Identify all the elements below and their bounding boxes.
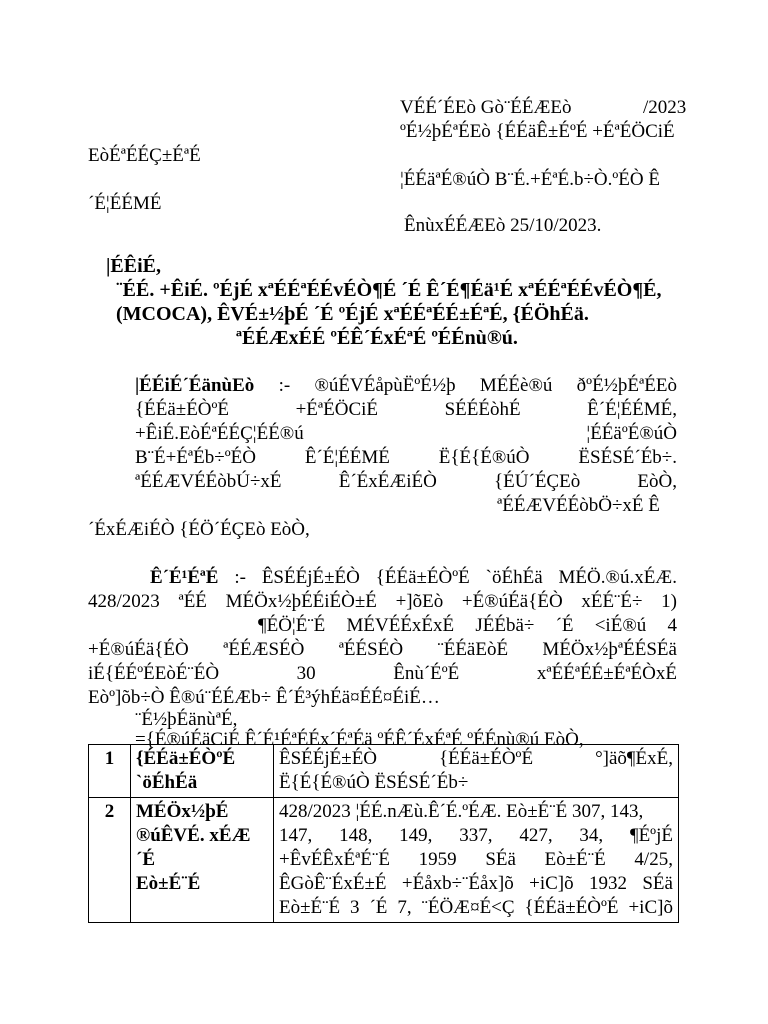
office-label: EòÉªÉÉÇ±ÉªÉ <box>88 145 201 166</box>
subject-line-1: Ê´É¹ÉªÉ :- ÊSÉÉjÉ±ÉÒ {ÉÉä±ÉÒºÉ `öÉhÉä MÉÖ.®ú.xÉÆ. <box>150 567 677 588</box>
reporter-line-5: ªÉÉÆVÉÉòbÚ÷xÉ Ê´ÉxÉÆiÉÒ {ÉÚ´ÉÇEò EòÒ, <box>135 471 677 492</box>
case-number-year: /2023 <box>642 97 687 118</box>
reporter-line-4: B¨É+ÉªÉb÷ºÉÒ Ê´É¦ÉÉMÉ Ë{É{É®úÒ ËSÉSÉ´Éb÷. <box>135 447 677 468</box>
table-row <box>89 798 679 923</box>
subject-line-2: 428/2023 ªÉÉ MÉÖx½þÉÉiÉÒ±É +]õEò +É®úÉä{ÉÒ xÉÉ¨É÷ 1) <box>88 591 677 612</box>
division-line: ¦ÉÉäªÉ®úÒ B¨É.+ÉªÉ.b÷Ò.ºÉÒ Ê <box>400 169 660 190</box>
row-number: 2 <box>89 798 131 923</box>
reporter-line-6b: ´ÉxÉÆiÉÒ {ÉÖ´ÉÇEò EòÒ, <box>88 519 310 540</box>
reporter-line-1: |ÉÉiÉ´ÉänùEò :- ®úÉVÉåpùËºÉ½þ MÉÉè®ú ðºÉ½þÉªÉEò <box>135 375 677 396</box>
row-label: {ÉÉä±ÉÒºÉ `öÉhÉä <box>131 745 274 798</box>
office-title: ºÉ½þÉªÉEò {ÉÉäÊ±ÉºÉ +ÉªÉÖCiÉ <box>400 121 675 142</box>
addressee-salutation: ªÉÉÆxÉÉ ºÉÊ´ÉxÉªÉ ºÉÉnù®ú. <box>236 327 518 349</box>
reporter-line-6a: ªÉÉÆVÉÉòbÖ÷xÉ Ê <box>497 495 660 516</box>
reporter-label: |ÉÉiÉ´ÉänùEò <box>135 375 255 396</box>
subject-line-5: iÉ{ÉÉºÉEòÉ¨ÉÒ 30 Ênù´ÉºÉ xªÉÉªÉÉ±ÉªÉÒxÉ <box>88 663 677 684</box>
addressee-line-1: ¨ÉÉ. +ÊiÉ. ºÉjÉ xªÉÉªÉÉvÉÒ¶É ´É Ê´É¶Éä¹É xªÉÉªÉÉvÉÒ¶É, <box>116 279 662 301</box>
case-number-label: VÉÉ´ÉEò Gò¨ÉÉÆEò <box>400 97 572 118</box>
intro-line: ={É®úÉäCiÉ Ê´É¹ÉªÉÉx´ÉªÉä ºÉÊ´ÉxÉªÉ ºÉÉnù®ú EòÒ, <box>135 729 584 750</box>
subject-line-3: ¶ÉÖ¦É¨É MÉVÉÉxÉxÉ JÉÉbä÷ ´É <iÉ®ú 4 <box>258 615 677 636</box>
subject-label: Ê´É¹ÉªÉ <box>150 567 219 588</box>
reporter-line-3: +ÊiÉ.EòÉªÉÉÇ¦ÉÉ®ú ¦ÉÉäºÉ®úÒ <box>135 423 677 444</box>
details-table <box>88 744 679 923</box>
subject-line-6: Eòº]õb÷Ò Ê®ú¨ÉÉÆb÷ Ê´É³ýhÉä¤ÉÉ¤ÉiÉ… <box>88 687 440 708</box>
to-label: |ÉÊiÉ, <box>106 255 161 277</box>
row-value: 428/2023 ¦ÉÉ.nÆù.Ê´É.ºÉÆ. Eò±É¨É 307, 143, 147, 148, 149, 337, 427, 34, ¶ÉºjÉ +ÊvÉÊxÉªÉ¨É 1959 SÉä Eò±É¨É 4/25, ÊGòÊ¨ÉxÉ±É +Éåxb÷¨Éåx]õ +iC]õ 1932 SÉä Eò±É¨É 3 ´É 7, ¨ÉÖÆ¤É<Ç {ÉÉä±ÉÒºÉ +iC]õ <box>274 798 679 923</box>
document-date: ÊnùxÉÉÆEò 25/10/2023. <box>404 215 602 236</box>
subject-line-4: +É®úÉä{ÉÒ ªÉÉÆSÉÒ ªÉÉSÉÒ ¨ÉÉäEòÉ MÉÖx½þªÉÉSÉä <box>88 639 677 660</box>
division-label: ´É¦ÉÉMÉ <box>88 193 162 214</box>
table-row <box>89 745 679 798</box>
case-number-line <box>400 96 686 120</box>
row-label: MÉÖx½þÉ ®úÊVÉ. xÉÆ ´É Eò±É¨É <box>131 798 274 923</box>
reporter-line-2: {ÉÉä±ÉÒºÉ +ÉªÉÖCiÉ SÉÉÉòhÉ Ê´É¦ÉÉMÉ, <box>135 399 677 420</box>
row-value: ÊSÉÉjÉ±ÉÒ {ÉÉä±ÉÒºÉ °]äõ¶ÉxÉ, Ë{É{É®úÒ ËSÉSÉ´Éb÷ <box>274 745 679 798</box>
addressee-line-2: (MCOCA), ÊVÉ±½þÉ ´É ºÉjÉ xªÉÉªÉÉ±ÉªÉ, {ÉÖhÉä. <box>116 303 589 325</box>
row-number: 1 <box>89 745 131 798</box>
salutation: ¨É½þÉänùªÉ, <box>135 709 238 730</box>
